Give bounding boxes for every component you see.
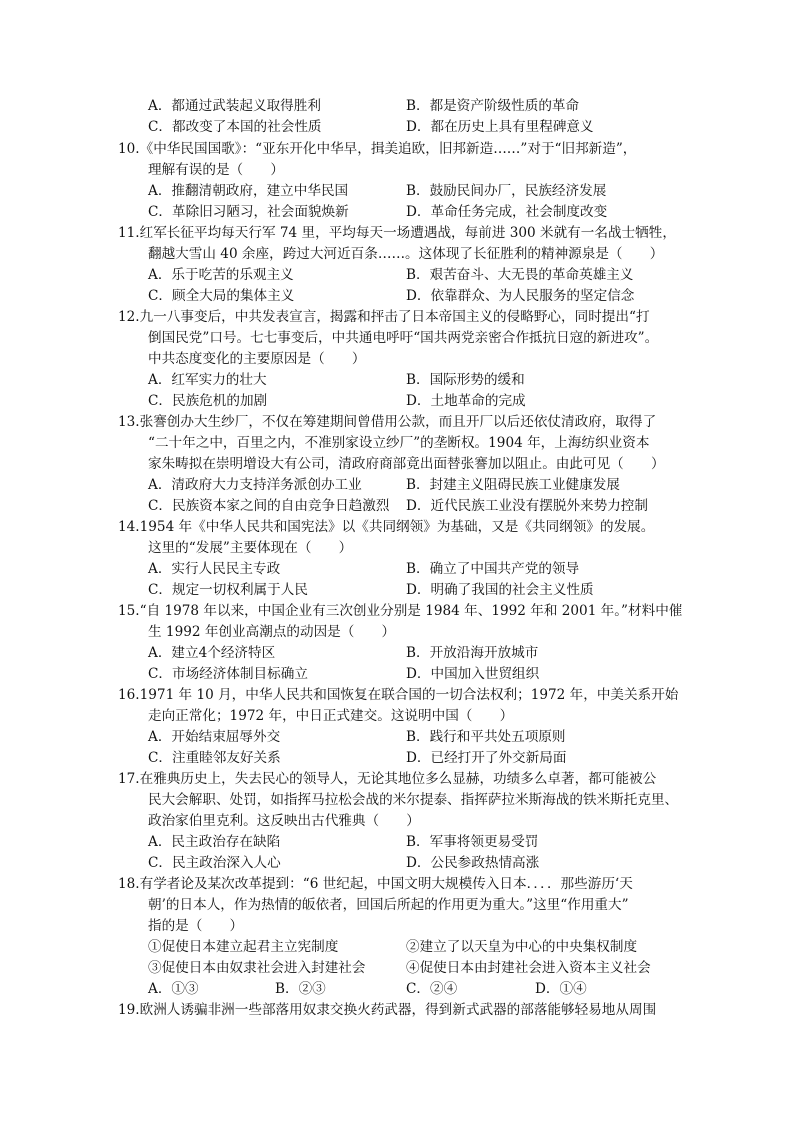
- q10-option-b: B．鼓励民间办厂，民族经济发展: [406, 183, 607, 199]
- q13-option-d: D．近代民族工业没有摆脱外来势力控制: [406, 498, 648, 514]
- q18-statement-2: ②建立了以天皇为中心的中央集权制度: [406, 939, 638, 955]
- q19-number: 19.: [118, 1002, 140, 1018]
- q17-stem-line-1: [118, 769, 656, 790]
- q11-option-b: B．艰苦奋斗、大无畏的革命英雄主义: [406, 267, 634, 283]
- q16-number: 16.: [118, 687, 140, 703]
- q10-option-d: D．革命任务完成，社会制度改变: [406, 204, 608, 220]
- q10-number: 10.: [118, 141, 140, 157]
- q15-number: 15.: [118, 603, 140, 619]
- q19-stem-text-1: 欧洲人诱骗非洲一些部落用奴隶交换火药武器，得到新式武器的部落能够轻易地从周围: [139, 1002, 657, 1018]
- q11-stem-text-1: 红军长征平均每天行军 74 里，平均每天一场遭遇战，每前进 300 米就有一名战士牺牲，: [139, 225, 676, 241]
- q15-stem-line-2: 生 1992 年创业高潮点的动因是（ ）: [148, 624, 396, 640]
- q10-stem-line-2: 理解有误的是（ ）: [148, 162, 284, 178]
- q16-stem-line-1: [118, 685, 678, 706]
- q9-option-b: B．都是资产阶级性质的革命: [406, 98, 580, 114]
- q9-option-c: C．都改变了本国的社会性质: [148, 119, 322, 135]
- q13-stem-text-1: 张謇创办大生纱厂，不仅在筹建期间曾借用公款，而且开厂以后还依仗清政府，取得了: [139, 414, 657, 430]
- q17-stem-text-1: 在雅典历史上，失去民心的领导人，无论其地位多么显赫，功绩多么卓著，都可能被公: [139, 771, 657, 787]
- q18-choice-c: C．②④: [406, 981, 458, 997]
- q17-stem-line-2: 民大会解职、处罚，如指挥马拉松会战的米尔提泰、指挥萨拉米斯海战的铁米斯托克里、: [148, 792, 679, 808]
- q12-stem-line-2: 倒国民党”口号。七七事变后，中共通电呼吁“国共两党亲密合作抵抗日寇的新进攻”。: [148, 330, 659, 346]
- q18-choice-d: D．①④: [535, 981, 587, 997]
- q17-option-a: A．民主政治存在缺陷: [148, 834, 281, 850]
- q17-number: 17.: [118, 771, 140, 787]
- q15-stem-text-1: “自 1978 年以来，中国企业有三次创业分别是 1984 年、1992 年和 2001 年。”材料中催: [139, 603, 683, 619]
- q16-stem-line-2: 走向正常化；1972 年，中日正式建交。这说明中国（ ）: [148, 708, 514, 724]
- q11-option-a: A．乐于吃苦的乐观主义: [148, 267, 294, 283]
- q10-stem-text-1: 《中华民国国歌》：“亚东开化中华早，揖美追欧，旧邦新造……”对于“旧邦新造”，: [139, 141, 637, 157]
- q18-statement-3: ③促使日本由奴隶社会进入封建社会: [148, 960, 366, 976]
- q14-option-d: D．明确了我国的社会主义性质: [406, 582, 594, 598]
- q11-option-c: C．顾全大局的集体主义: [148, 288, 295, 304]
- q14-option-a: A．实行人民民主专政: [148, 561, 281, 577]
- q12-option-a: A．红军实力的壮大: [148, 372, 267, 388]
- q12-stem-text-1: 九一八事变后，中共发表宣言，揭露和抨击了日本帝国主义的侵略野心，同时提出“打: [139, 309, 650, 325]
- q12-option-b: B．国际形势的缓和: [406, 372, 525, 388]
- q11-number: 11.: [118, 225, 140, 241]
- q12-stem-line-3: 中共态度变化的主要原因是（ ）: [148, 351, 366, 367]
- q17-option-d: D．公民参政热情高涨: [406, 855, 540, 871]
- q15-stem-line-1: [118, 601, 682, 622]
- q10-option-a: A．推翻清朝政府，建立中华民国: [148, 183, 349, 199]
- q14-option-c: C．规定一切权利属于人民: [148, 582, 308, 598]
- q18-number: 18.: [118, 876, 140, 892]
- q11-option-d: D．依靠群众、为人民服务的坚定信念: [406, 288, 635, 304]
- q14-stem-line-2: 这里的“发展”主要体现在（ ）: [148, 540, 353, 556]
- q11-stem-line-1: [118, 223, 676, 244]
- q17-stem-line-3: 政治家伯里克利。这反映出古代雅典（ ）: [148, 813, 420, 829]
- q15-option-a: A．建立4个经济特区: [148, 645, 276, 661]
- q13-option-b: B．封建主义阻碍民族工业健康发展: [406, 477, 620, 493]
- q14-stem-text-1: 1954 年《中华人民共和国宪法》以《共同纲领》为基础，又是《共同纲领》的发展。: [139, 519, 655, 535]
- q16-option-d: D．已经打开了外交新局面: [406, 750, 567, 766]
- q16-option-a: A．开始结束屈辱外交: [148, 729, 281, 745]
- q19-stem-line-1: [118, 1000, 656, 1021]
- q18-choice-a: A．①③: [148, 981, 199, 997]
- q10-stem-line-1: [118, 139, 636, 160]
- q18-choice-b: B．②③: [275, 981, 326, 997]
- q10-option-c: C．革除旧习陋习，社会面貌焕新: [148, 204, 349, 220]
- q17-option-c: C．民主政治深入人心: [148, 855, 281, 871]
- q18-stem-line-3: 指的是（ ）: [148, 918, 244, 934]
- q9-option-d: D．都在历史上具有里程碑意义: [406, 119, 594, 135]
- q11-stem-line-2: 翻越大雪山 40 余座，跨过大河近百条……。这体现了长征胜利的精神源泉是（ ）: [148, 246, 664, 262]
- q13-stem-line-2: “二十年之中，百里之内，不准别家设立纱厂”的垄断权。1904 年，上海纺织业资本: [148, 435, 650, 451]
- q15-option-c: C．市场经济体制目标确立: [148, 666, 308, 682]
- q18-statement-1: ①促使日本建立起君主立宪制度: [148, 939, 339, 955]
- q16-option-c: C．注重睦邻友好关系: [148, 750, 281, 766]
- q13-number: 13.: [118, 414, 140, 430]
- q14-stem-line-1: [118, 517, 654, 538]
- q13-stem-line-1: [118, 412, 656, 433]
- q12-option-c: C．民族危机的加剧: [148, 393, 268, 409]
- q18-statement-4: ④促使日本由封建社会进入资本主义社会: [406, 960, 651, 976]
- q12-option-d: D．土地革命的完成: [406, 393, 526, 409]
- q14-option-b: B．确立了中国共产党的领导: [406, 561, 580, 577]
- q17-option-b: B．军事将领更易受罚: [406, 834, 539, 850]
- q15-option-b: B．开放沿海开放城市: [406, 645, 539, 661]
- q18-stem-text-1: 有学者论及某次改革提到：“6 世纪起，中国文明大规模传入日本．．．．那些游历‘天: [139, 876, 633, 892]
- q18-stem-line-1: [118, 874, 633, 895]
- q16-option-b: B．践行和平共处五项原则: [406, 729, 566, 745]
- q14-number: 14.: [118, 519, 140, 535]
- q15-option-d: D．中国加入世贸组织: [406, 666, 540, 682]
- q12-number: 12.: [118, 309, 140, 325]
- q9-option-a: A．都通过武装起义取得胜利: [148, 98, 321, 114]
- q18-stem-line-2: 朝’的日本人，作为热情的皈依者，回国后所起的作用更为重大。”这里“作用重大”: [148, 897, 629, 913]
- q13-option-c: C．民族资本家之间的自由竞争日趋激烈: [148, 498, 390, 514]
- q16-stem-text-1: 1971 年 10 月，中华人民共和国恢复在联合国的一切合法权利；1972 年，中美关系开始: [139, 687, 679, 703]
- q13-stem-line-3: 家朱畴拟在崇明增设大有公司，清政府商部竟出面替张謇加以阻止。由此可见（ ）: [148, 456, 665, 472]
- q13-option-a: A．清政府大力支持洋务派创办工业: [148, 477, 362, 493]
- q12-stem-line-1: [118, 307, 650, 328]
